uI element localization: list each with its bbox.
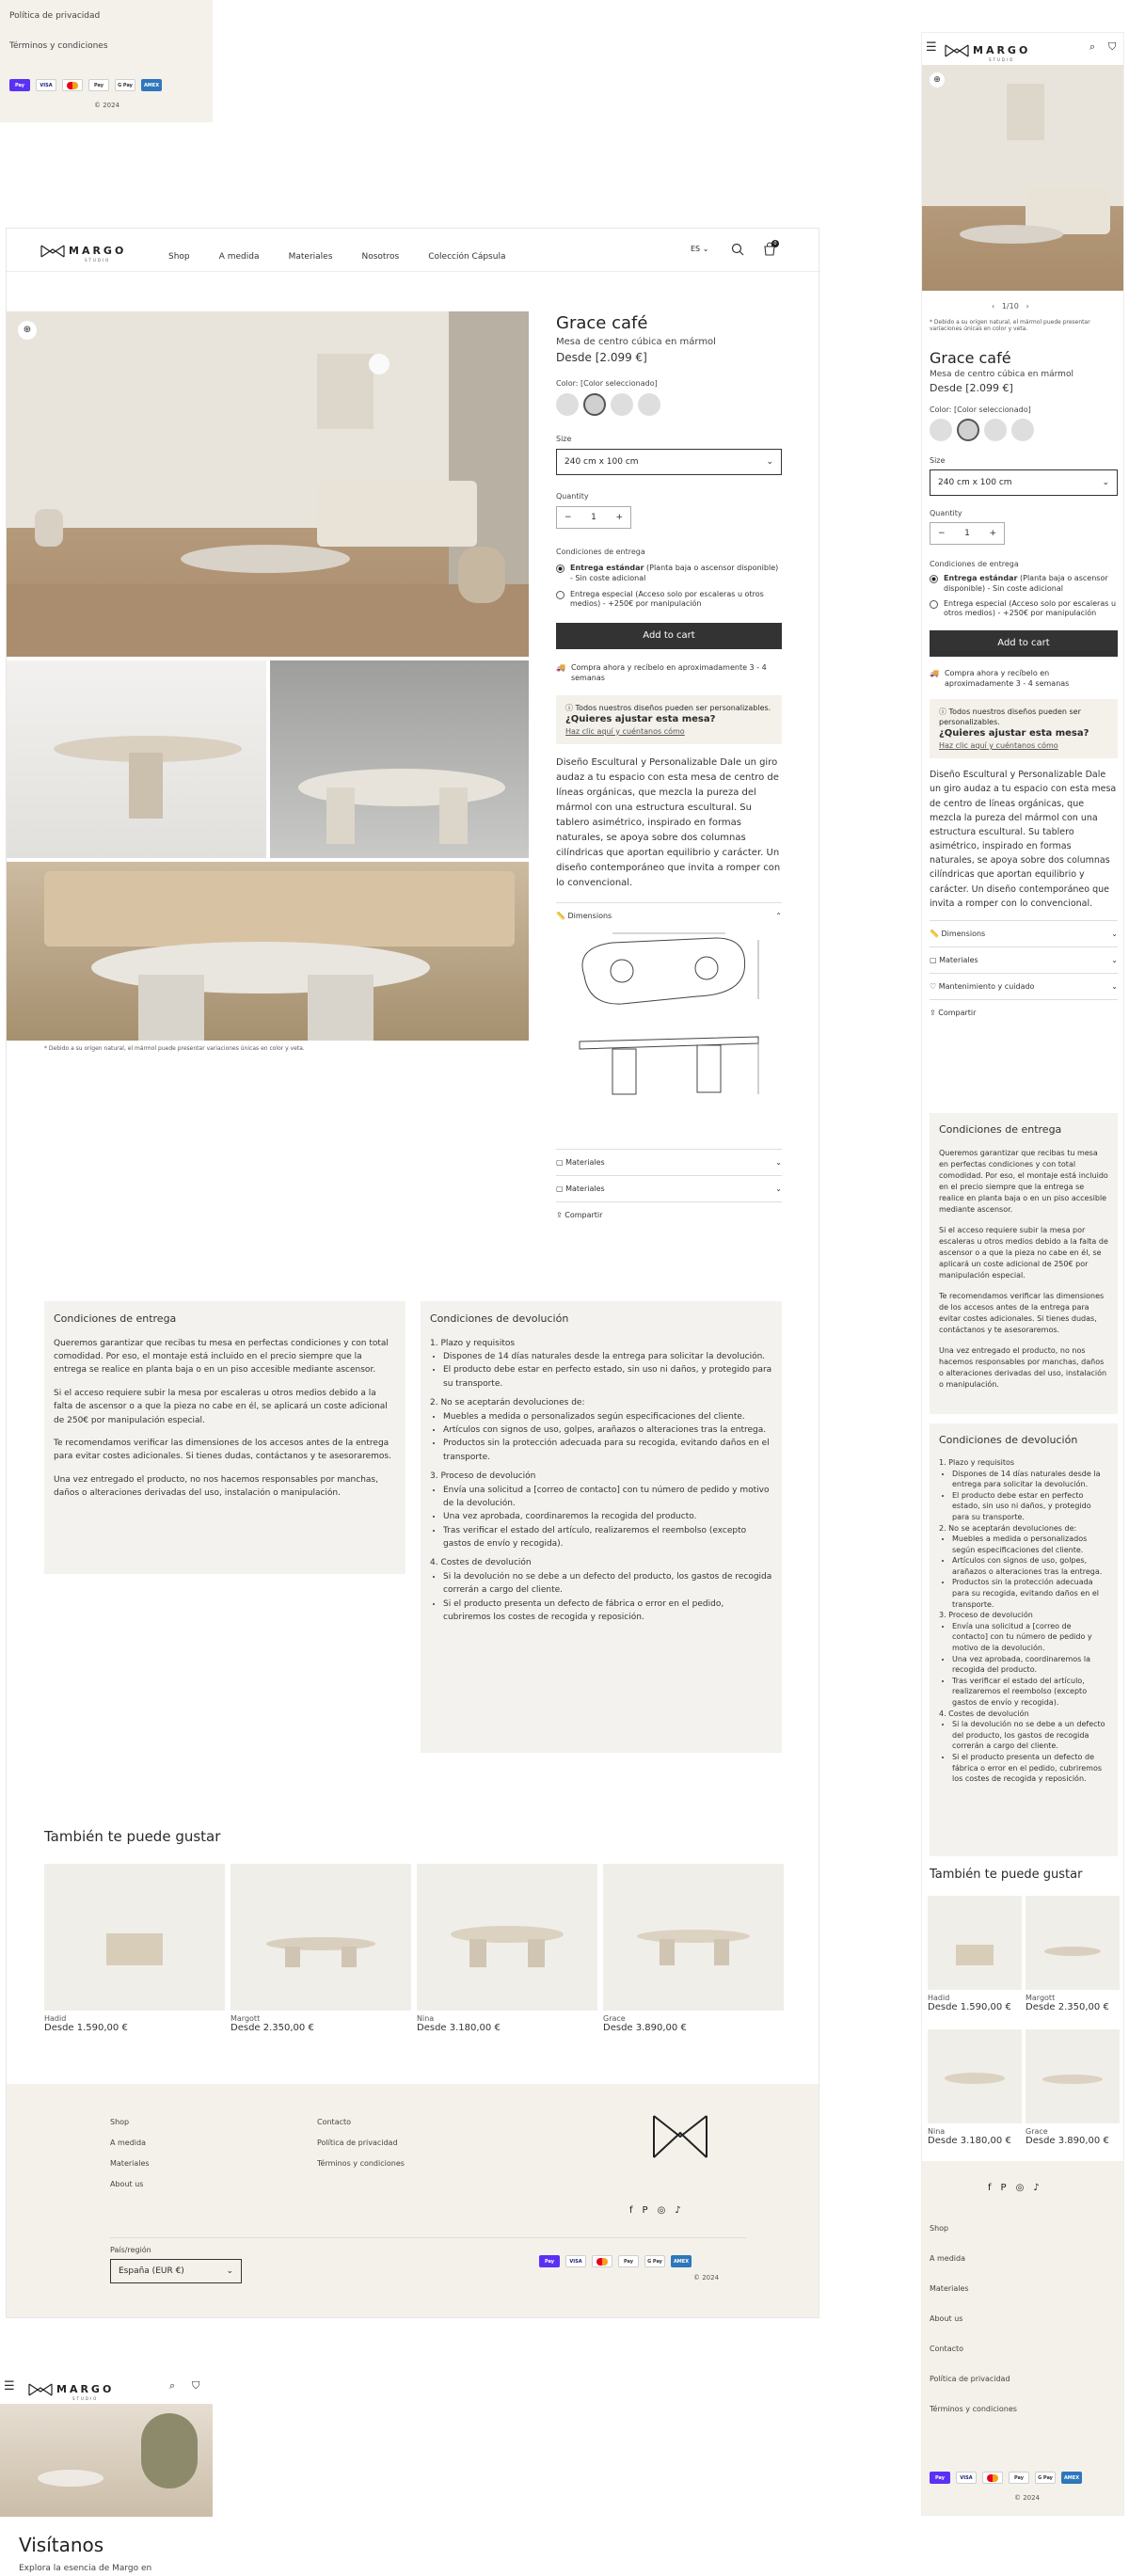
- color-swatch-1[interactable]: [556, 393, 579, 416]
- truck-icon: 🚚: [930, 669, 939, 678]
- product-price: Desde [2.099 €]: [930, 382, 1013, 394]
- rec-card-hadid-image[interactable]: [928, 1896, 1022, 1990]
- product-subtitle: Mesa de centro cúbica en mármol: [930, 370, 1073, 379]
- return-s1: 1. Plazo y requisitos: [430, 1338, 516, 1348]
- footer-link-contacto[interactable]: Contacto: [317, 2118, 352, 2126]
- return-s1a: • Dispones de 14 días naturales desde la entrega para solicitar la devolución.: [443, 1350, 772, 1363]
- custom-title: ¿Quieres ajustar esta mesa?: [565, 713, 716, 724]
- country-label: País/región: [110, 2246, 151, 2254]
- share-label: Compartir: [564, 1210, 603, 1219]
- language-label: ES: [691, 245, 701, 253]
- mobile-brand-logo[interactable]: [945, 40, 1030, 62]
- return-s1: 1. Plazo y requisitos: [939, 1457, 1015, 1467]
- return-s3b: • Una vez aprobada, coordinaremos la recogida del producto.: [443, 1510, 772, 1523]
- color-swatches: [556, 393, 782, 420]
- shipping-note-text: Compra ahora y recíbelo en aproximadamente 3 - 4 semanas: [570, 663, 767, 683]
- footer-col-2: [317, 2112, 405, 2174]
- color-swatch-1[interactable]: [930, 419, 952, 441]
- amex-icon: AMEX: [671, 2255, 692, 2267]
- facebook-icon[interactable]: f: [629, 2205, 633, 2216]
- nav-coleccion-capsula[interactable]: Colección Cápsula: [428, 252, 506, 262]
- hamburger-icon[interactable]: ☰: [926, 40, 937, 55]
- ruler-icon: 📏: [556, 911, 565, 920]
- custom-note-box: [930, 699, 1118, 759]
- footer-link-contacto[interactable]: Contacto: [930, 2345, 964, 2353]
- accordion-materiales[interactable]: [930, 946, 1118, 973]
- zoom-icon[interactable]: ⊕: [930, 72, 945, 87]
- visit-text: Explora la esencia de Margo en: [19, 2564, 152, 2573]
- gallery-image-main[interactable]: [7, 311, 529, 657]
- accordion-dimensions[interactable]: [556, 902, 782, 929]
- country-select[interactable]: [110, 2259, 242, 2283]
- gallery-image-3[interactable]: [270, 660, 529, 858]
- accordion-materiales[interactable]: [556, 1149, 782, 1175]
- mastercard-icon: [62, 79, 83, 91]
- mobile-gallery-image[interactable]: [922, 65, 1123, 291]
- logo-mark-icon: [40, 245, 65, 258]
- site-footer: [7, 2084, 819, 2317]
- brand-name: MARGO: [56, 2383, 115, 2395]
- rec-card-grace-image[interactable]: [603, 1864, 784, 2011]
- size-value: 240 cm x 100 cm: [938, 478, 1012, 487]
- rec-name: Nina: [928, 2127, 946, 2136]
- return-s3c: • Tras verificar el estado del artículo, realizaremos el reembolso (excepto gastos de envío y recogida).: [952, 1676, 1108, 1709]
- mobile-product-info: [930, 349, 1118, 1026]
- delivery-std-title: Entrega estándar: [570, 564, 644, 572]
- footer-link-about[interactable]: About us: [930, 2314, 963, 2323]
- apple-pay-icon: Pay: [88, 79, 109, 91]
- return-s1b: • El producto debe estar en perfecto estado, sin uso ni daños, y protegido para su transporte.: [952, 1490, 1108, 1523]
- rec-name: Hadid: [44, 2014, 67, 2023]
- delivery-std-title: Entrega estándar: [944, 574, 1018, 582]
- accordion-materiales-2-label: Materiales: [565, 1184, 605, 1193]
- copyright: © 2024: [94, 102, 120, 109]
- desktop-page: [6, 228, 819, 2318]
- share-button[interactable]: [556, 1201, 782, 1228]
- shipping-note: [930, 668, 1118, 689]
- footer-link-shop[interactable]: Shop: [930, 2224, 949, 2233]
- privacy-link[interactable]: Política de privacidad: [9, 11, 101, 21]
- return-card-title: Condiciones de devolución: [939, 1434, 1078, 1446]
- delivery-esp-desc: (Acceso solo por escaleras u otros medios) - +250€ por manipulación: [944, 598, 1117, 618]
- size-select[interactable]: [556, 449, 782, 475]
- return-s3a: • Envía una solicitud a [correo de contacto] con tu número de pedido y motivo de la devolución.: [443, 1484, 772, 1511]
- rec-card-grace[interactable]: [603, 2014, 687, 2033]
- mobile-return-card: [930, 1423, 1118, 1856]
- color-swatch-2[interactable]: [957, 419, 979, 441]
- size-select[interactable]: [930, 469, 1118, 496]
- delivery-special-option[interactable]: [930, 599, 1118, 620]
- chevron-down-icon: ⌄: [1111, 982, 1118, 991]
- pager-text: 1/10: [1001, 302, 1019, 310]
- custom-note-text: [565, 703, 772, 713]
- accordion-care-label: Mantenimiento y cuidado: [938, 982, 1035, 991]
- minus-icon[interactable]: −: [938, 529, 946, 538]
- quantity-stepper[interactable]: [930, 522, 1005, 545]
- social-icons: [988, 2176, 1049, 2194]
- minus-icon[interactable]: −: [564, 513, 572, 522]
- share-button[interactable]: [930, 999, 1118, 1026]
- share-icon: ⇪: [556, 1210, 563, 1219]
- site-header: [7, 229, 820, 272]
- color-label: Color: [Color seleccionado]: [556, 379, 658, 388]
- return-s4a: • Si la devolución no se debe a un defecto del producto, los gastos de recogida correrán a cargo del cliente.: [952, 1719, 1108, 1752]
- footer-link-a-medida[interactable]: A medida: [930, 2254, 966, 2263]
- delivery-card-p3: Te recomendamos verificar las dimensiones de los accesos antes de la entrega para evitar costes adicionales. Si tienes dudas, contáctanos y te asesoraremos.: [939, 1291, 1105, 1334]
- accordion-materiales-label: Materiales: [939, 956, 978, 964]
- return-s1a: • Dispones de 14 días naturales desde la entrega para solicitar la devolución.: [952, 1469, 1108, 1490]
- visa-icon: VISA: [956, 2472, 977, 2484]
- quantity-label: Quantity: [930, 509, 962, 517]
- footer-link-terminos[interactable]: Términos y condiciones: [930, 2405, 1017, 2413]
- custom-link[interactable]: Haz clic aquí y cuéntanos cómo: [939, 740, 1058, 750]
- chevron-down-icon: ⌄: [1111, 930, 1118, 938]
- rec-name: Margott: [231, 2014, 261, 2023]
- rec-name: Grace: [1026, 2127, 1048, 2136]
- delivery-card-p2: Si el acceso requiere subir la mesa por escaleras u otros medios debido a la falta de ascensor o a que la pieza no cabe en él, se aplicará un coste adicional de 250€ por manipulación especial.: [54, 1388, 388, 1425]
- google-pay-icon: G Pay: [1035, 2472, 1056, 2484]
- delivery-standard-option[interactable]: [930, 574, 1118, 595]
- rec-name: Margott: [1026, 1994, 1056, 2002]
- accordion-materiales-2[interactable]: [556, 1175, 782, 1201]
- google-pay-icon: G Pay: [644, 2255, 665, 2267]
- zoom-icon[interactable]: ⊕: [18, 321, 37, 340]
- gallery-caption: * Debido a su origen natural, el mármol puede presentar variaciones únicas en color y veta.: [44, 1045, 305, 1052]
- language-selector[interactable]: [691, 245, 708, 253]
- nav-materiales[interactable]: Materiales: [288, 252, 333, 262]
- rec-card-hadid-image[interactable]: [44, 1864, 225, 2011]
- mobile-page: [921, 32, 1124, 2516]
- return-s3a: • Envía una solicitud a [correo de contacto] con tu número de pedido y motivo de la devolución.: [952, 1621, 1108, 1654]
- mobile-recs-title: También te puede gustar: [930, 1868, 1083, 1882]
- footer-link-privacidad[interactable]: Política de privacidad: [930, 2375, 1010, 2383]
- footer-copyright: © 2024: [693, 2274, 720, 2282]
- visit-title: Visítanos: [19, 2534, 104, 2556]
- return-s2a: • Muebles a medida o personalizados según especificaciones del cliente.: [443, 1410, 772, 1423]
- amex-icon: AMEX: [1061, 2472, 1082, 2484]
- chevron-down-icon: ⌄: [775, 1184, 782, 1193]
- product-price: Desde [2.099 €]: [556, 351, 647, 364]
- delivery-card-title: Condiciones de entrega: [939, 1123, 1062, 1136]
- delivery-standard-option[interactable]: [556, 564, 782, 584]
- country-value: España (EUR €): [119, 2266, 184, 2276]
- delivery-label: Condiciones de entrega: [556, 548, 645, 556]
- delivery-std-desc: (Planta baja o ascensor disponible) - Sin coste adicional: [944, 574, 1108, 593]
- social-icons: [629, 2199, 691, 2217]
- box-icon: ▢: [930, 956, 937, 964]
- accordion-dimensions-label: Dimensions: [567, 911, 612, 920]
- instagram-icon[interactable]: ◎: [1015, 2183, 1025, 2193]
- quantity-stepper[interactable]: [556, 506, 631, 529]
- apple-pay-icon: Pay: [1009, 2472, 1029, 2484]
- main-nav: [168, 245, 530, 262]
- color-swatch-4[interactable]: [638, 393, 660, 416]
- nav-shop[interactable]: Shop: [168, 252, 190, 262]
- radio-checked-icon: [930, 575, 938, 583]
- pinterest-icon[interactable]: P: [1000, 2183, 1007, 2193]
- return-s4b: • Si el producto presenta un defecto de fábrica o error en el pedido, cubriremos los costes de recogida y reposición.: [952, 1752, 1108, 1785]
- chevron-down-icon: ⌄: [766, 457, 773, 467]
- brand-logo[interactable]: [40, 240, 126, 262]
- mobile-delivery-card: [930, 1113, 1118, 1414]
- facebook-icon[interactable]: f: [988, 2183, 992, 2193]
- rec-card-grace[interactable]: [1026, 2127, 1109, 2146]
- delivery-esp-title: Entrega especial: [570, 589, 633, 598]
- brand-sub: STUDIO: [988, 57, 1015, 62]
- delivery-card-p3: Te recomendamos verificar las dimensiones de los accesos antes de la entrega para evitar costes adicionales. Si tienes dudas, contáctanos y te asesoraremos.: [54, 1438, 391, 1462]
- return-conditions-card: [421, 1301, 782, 1753]
- mobile-payment-methods: [930, 2472, 1082, 2484]
- rec-price: Desde 3.180,00 €: [417, 2023, 501, 2033]
- chevron-down-icon: ⌄: [775, 1157, 782, 1167]
- tiktok-icon[interactable]: ♪: [675, 2205, 681, 2216]
- plus-icon[interactable]: +: [615, 513, 623, 522]
- footer-link-terminos[interactable]: Términos y condiciones: [317, 2159, 405, 2168]
- payment-methods: [9, 79, 162, 91]
- return-s4: 4. Costes de devolución: [939, 1709, 1029, 1718]
- delivery-card-title: Condiciones de entrega: [54, 1312, 177, 1325]
- delivery-card-p1: Queremos garantizar que recibas tu mesa en perfectas condiciones y con total comodidad. Por eso, el montaje está incluido en el precio siempre que la entrega se realice en planta baja o en un piso accesible mediante ascensor.: [939, 1148, 1108, 1214]
- chevron-down-icon: ⌄: [1102, 478, 1109, 487]
- delivery-esp-title: Entrega especial: [944, 598, 1007, 608]
- delivery-std-desc: (Planta baja o ascensor disponible) - Sin coste adicional: [570, 564, 779, 582]
- footer-fragment-top: [0, 0, 213, 122]
- rec-price: Desde 3.180,00 €: [928, 2136, 1011, 2146]
- product-subtitle: Mesa de centro cúbica en mármol: [556, 337, 716, 347]
- return-s2c: • Productos sin la protección adecuada para su recogida, evitando daños en el transporte.: [443, 1437, 772, 1464]
- return-s2a: • Muebles a medida o personalizados según especificaciones del cliente.: [952, 1534, 1108, 1555]
- share-icon: ⇪: [930, 1009, 936, 1017]
- delivery-esp-desc: (Acceso solo por escaleras u otros medios) - +250€ por manipulación: [570, 589, 764, 609]
- rec-card-hadid[interactable]: [928, 1994, 1011, 2012]
- rec-price: Desde 2.350,00 €: [1026, 2002, 1109, 2012]
- info-icon: ⓘ: [939, 707, 946, 716]
- custom-note-box: [556, 695, 782, 744]
- google-pay-icon: G Pay: [115, 79, 135, 91]
- box-icon: ▢: [556, 1184, 564, 1193]
- mastercard-icon: [592, 2255, 612, 2267]
- custom-note-line: Todos nuestros diseños pueden ser personalizables.: [575, 703, 771, 712]
- return-s2: 2. No se aceptarán devoluciones de:: [430, 1398, 585, 1408]
- rec-card-grace-image[interactable]: [1026, 2029, 1120, 2123]
- instagram-icon[interactable]: ◎: [657, 2205, 666, 2216]
- rec-card-nina[interactable]: [417, 2014, 501, 2033]
- search-icon[interactable]: [731, 243, 744, 256]
- radio-unchecked-icon: [556, 591, 564, 599]
- rec-name: Grace: [603, 2014, 626, 2023]
- chevron-up-icon: ⌃: [775, 911, 782, 920]
- rec-card-margott-image[interactable]: [1026, 1896, 1120, 1990]
- shop-pay-icon: Pay: [930, 2472, 950, 2484]
- return-s2: 2. No se aceptarán devoluciones de:: [939, 1523, 1077, 1533]
- footer-link-shop[interactable]: Shop: [110, 2118, 130, 2126]
- radio-checked-icon: [556, 564, 564, 573]
- box-icon: ▢: [556, 1157, 564, 1167]
- color-swatch-3[interactable]: [611, 393, 633, 416]
- search-icon[interactable]: ⌕: [1089, 40, 1096, 53]
- footer-payment-methods: [539, 2255, 692, 2267]
- chevron-down-icon: ⌄: [226, 2266, 233, 2276]
- return-s3c: • Tras verificar el estado del artículo, realizaremos el reembolso (excepto gastos de envío y recogida).: [443, 1524, 772, 1551]
- return-s4a: • Si la devolución no se debe a un defecto del producto, los gastos de recogida correrán a cargo del cliente.: [443, 1570, 772, 1598]
- size-label: Size: [556, 435, 572, 443]
- custom-note-line: Todos nuestros diseños pueden ser personalizables.: [939, 707, 1081, 726]
- ruler-icon: 📏: [930, 930, 939, 938]
- custom-link[interactable]: Haz clic aquí y cuéntanos cómo: [565, 726, 685, 736]
- custom-note-text: [939, 707, 1108, 727]
- mastercard-icon: [982, 2472, 1003, 2484]
- cart-count-badge: 0: [771, 240, 779, 247]
- shipping-note-text: Compra ahora y recíbelo en aproximadamente 3 - 4 semanas: [944, 669, 1070, 689]
- rec-card-margott[interactable]: [231, 2014, 314, 2033]
- rec-card-nina-image[interactable]: [928, 2029, 1022, 2123]
- rec-price: Desde 3.890,00 €: [1026, 2136, 1109, 2146]
- hamburger-icon[interactable]: ☰: [4, 2379, 15, 2393]
- footer-col-1: [110, 2112, 150, 2195]
- return-s4: 4. Costes de devolución: [430, 1558, 532, 1568]
- chevron-down-icon: ⌄: [1111, 956, 1118, 964]
- delivery-card-p2: Si el acceso requiere subir la mesa por escaleras u otros medios debido a la falta de ascensor o a que la pieza no cabe en él, se aplicará un coste adicional de 250€ por manipulación especial.: [939, 1225, 1108, 1280]
- footer-link-a-medida[interactable]: A medida: [110, 2139, 147, 2147]
- color-swatch-4[interactable]: [1011, 419, 1034, 441]
- size-label: Size: [930, 456, 946, 465]
- cart-icon[interactable]: ⛉: [1108, 40, 1117, 53]
- visa-icon: VISA: [36, 79, 56, 91]
- footer-link-materiales[interactable]: Materiales: [930, 2284, 969, 2293]
- info-icon: ⓘ: [565, 703, 573, 712]
- return-s1b: • El producto debe estar en perfecto estado, sin uso ni daños, y protegido para su transporte.: [443, 1363, 772, 1391]
- rec-card-hadid[interactable]: [44, 2014, 128, 2033]
- rec-price: Desde 2.350,00 €: [231, 2023, 314, 2033]
- delivery-conditions-card: [44, 1301, 405, 1574]
- return-s3: 3. Proceso de devolución: [939, 1611, 1033, 1620]
- visa-icon: VISA: [565, 2255, 586, 2267]
- visit-hero-image: [0, 2404, 213, 2517]
- product-title: Grace café: [556, 313, 648, 333]
- mobile-copyright: © 2024: [1014, 2494, 1041, 2502]
- share-label: Compartir: [938, 1009, 977, 1017]
- delivery-card-p1: Queremos garantizar que recibas tu mesa en perfectas condiciones y con total comodidad. Por eso, el montaje está incluido en el precio siempre que la entrega se realice en planta baja o en un piso accesible mediante ascensor.: [54, 1338, 389, 1375]
- rec-card-nina-image[interactable]: [417, 1864, 597, 2011]
- brand-sub: STUDIO: [72, 2396, 99, 2401]
- delivery-special-option[interactable]: [556, 590, 782, 611]
- footer-link-about[interactable]: About us: [110, 2180, 144, 2188]
- return-card-title: Condiciones de devolución: [430, 1312, 569, 1325]
- rec-card-margott-image[interactable]: [231, 1864, 411, 2011]
- brand-name: MARGO: [973, 44, 1031, 56]
- color-swatches: [930, 419, 1118, 445]
- add-to-cart-button[interactable]: Add to cart: [930, 630, 1118, 657]
- rec-name: Nina: [417, 2014, 435, 2023]
- mobile-footer-links: [930, 2214, 1017, 2425]
- footer-link-materiales[interactable]: Materiales: [110, 2159, 150, 2168]
- logo-mark-icon: [945, 44, 969, 57]
- gallery-image-4[interactable]: [7, 862, 529, 1041]
- prev-icon[interactable]: ‹: [992, 302, 995, 310]
- accordion-dimensions[interactable]: [930, 920, 1118, 946]
- return-s4b: • Si el producto presenta un defecto de fábrica o error en el pedido, cubriremos los costes de recogida y reposición.: [443, 1598, 772, 1625]
- rec-card-nina[interactable]: [928, 2127, 1011, 2146]
- brand-name: MARGO: [69, 245, 127, 257]
- next-icon[interactable]: ›: [1026, 302, 1029, 310]
- search-icon[interactable]: ⌕: [169, 2379, 176, 2392]
- logo-mark-icon: [28, 2383, 53, 2396]
- delivery-card-p4: Una vez entregado el producto, no nos hacemos responsables por manchas, daños o alteraciones derivadas del uso, instalación o manipulación.: [939, 1345, 1107, 1389]
- mobile-pager: [992, 302, 1029, 310]
- color-swatch-3[interactable]: [984, 419, 1007, 441]
- color-swatch-2[interactable]: [583, 393, 606, 416]
- rec-price: Desde 1.590,00 €: [44, 2023, 128, 2033]
- truck-icon: 🚚: [556, 663, 565, 673]
- return-s2b: • Artículos con signos de uso, golpes, arañazos o alteraciones tras la entrega.: [952, 1555, 1108, 1577]
- delivery-card-p4: Una vez entregado el producto, no nos hacemos responsables por manchas, daños o alteraciones derivadas del uso, instalación o manipulación.: [54, 1474, 378, 1499]
- accordion-materiales-label: Materiales: [565, 1157, 605, 1167]
- size-value: 240 cm x 100 cm: [564, 457, 639, 467]
- product-description: Diseño Escultural y Personalizable Dale un giro audaz a tu espacio con esta mesa de centro de líneas orgánicas, que mezcla la pureza del mármol con una estructura escultural. Su tablero asimétrico, inspirado en formas naturales, se apoya sobre dos columnas cilíndricas que aportan equilibrio y carácter. Un diseño contemporáneo que invita a romper con lo convencional.: [930, 770, 1117, 909]
- terms-link[interactable]: Términos y condiciones: [9, 41, 108, 51]
- shop-pay-icon: Pay: [539, 2255, 560, 2267]
- nav-nosotros[interactable]: Nosotros: [361, 252, 400, 262]
- custom-title: ¿Quieres ajustar esta mesa?: [939, 727, 1089, 739]
- return-s3b: • Una vez aprobada, coordinaremos la recogida del producto.: [952, 1654, 1108, 1676]
- chevron-down-icon: ⌄: [702, 245, 709, 253]
- recs-title: También te puede gustar: [44, 1828, 221, 1845]
- color-label: Color: [Color seleccionado]: [930, 405, 1031, 414]
- rec-price: Desde 1.590,00 €: [928, 2002, 1011, 2012]
- apple-pay-icon: Pay: [618, 2255, 639, 2267]
- footer-link-privacidad[interactable]: Política de privacidad: [317, 2139, 398, 2147]
- return-s2b: • Artículos con signos de uso, golpes, arañazos o alteraciones tras la entrega.: [443, 1423, 772, 1437]
- mobile-footer: [922, 2161, 1123, 2515]
- return-s3: 3. Proceso de devolución: [430, 1471, 536, 1482]
- quantity-label: Quantity: [556, 492, 589, 501]
- footer-logo-icon: [650, 2112, 710, 2169]
- tiktok-icon[interactable]: ♪: [1033, 2183, 1040, 2193]
- product-info: [556, 313, 782, 1228]
- quantity-value: 1: [591, 513, 596, 522]
- dimensions-diagram: [556, 929, 782, 1145]
- pinterest-icon[interactable]: P: [642, 2205, 648, 2216]
- radio-unchecked-icon: [930, 600, 938, 609]
- cart-icon[interactable]: ⛉: [192, 2379, 200, 2392]
- shop-pay-icon: Pay: [9, 79, 30, 91]
- nav-a-medida[interactable]: A medida: [218, 252, 260, 262]
- quantity-value: 1: [964, 529, 970, 538]
- rec-card-margott[interactable]: [1026, 1994, 1109, 2012]
- shipping-note: [556, 662, 782, 683]
- gallery-image-2[interactable]: [7, 660, 266, 858]
- delivery-label: Condiciones de entrega: [930, 560, 1019, 568]
- rec-price: Desde 3.890,00 €: [603, 2023, 687, 2033]
- plus-icon[interactable]: +: [989, 529, 996, 538]
- add-to-cart-button[interactable]: Add to cart: [556, 623, 782, 649]
- heart-icon: ♡: [930, 982, 937, 991]
- mobile-page-visit: [0, 2374, 213, 2576]
- amex-icon: AMEX: [141, 79, 162, 91]
- brand-sub: STUDIO: [84, 258, 111, 262]
- accordion-care[interactable]: [930, 973, 1118, 999]
- mobile-caption: * Debido a su origen natural, el mármol puede presentar variaciones únicas en color y veta.: [930, 319, 1090, 332]
- accordion-dimensions-label: Dimensions: [941, 930, 986, 938]
- product-title: Grace café: [930, 349, 1011, 367]
- mobile-brand-logo[interactable]: [28, 2378, 114, 2401]
- rec-name: Hadid: [928, 1994, 950, 2002]
- product-description: Diseño Escultural y Personalizable Dale un giro audaz a tu espacio con esta mesa de centro de líneas orgánicas, que mezcla la pureza del mármol con una estructura escultural. Su tablero asimétrico, inspirado en formas naturales, se apoya sobre dos columnas cilíndricas que aportan equilibrio y carácter. Un diseño contemporáneo que invita a romper con lo convencional.: [556, 756, 781, 888]
- return-s2c: • Productos sin la protección adecuada para su recogida, evitando daños en el transporte.: [952, 1577, 1108, 1610]
